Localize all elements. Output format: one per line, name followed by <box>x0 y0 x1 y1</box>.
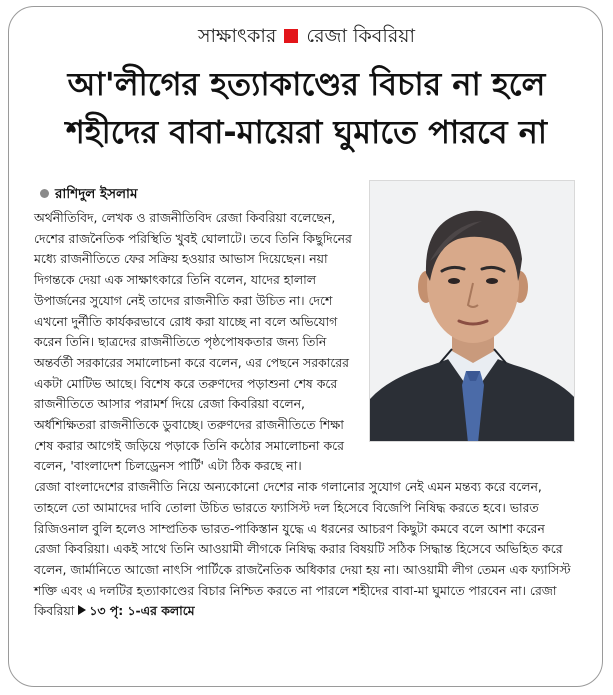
headline-line-1: আ'লীগের হত্যাকাণ্ডের বিচার না হলে <box>67 65 546 103</box>
article-body <box>34 208 575 622</box>
continuation-text: ১৩ পৃ: ১-এর কলামে <box>89 603 195 619</box>
paragraph-2 <box>34 477 575 622</box>
triangle-marker-icon <box>78 605 86 615</box>
paragraph-1: অর্থনীতিবিদ, লেখক ও রাজনীতিবিদ রেজা কিবরিয়া বলেছেন, দেশের রাজনৈতিক পরিস্থিতি খুবই ঘোলাটে। তবে তিনি কিছুদিনের মধ্যে রাজনীতিতে ফের সক্রিয় হওয়ার আভাস দিয়েছেন। নয়া দিগন্তকে দেয়া এক সাক্ষাৎকারে তিনি বলেন, যাদের হালাল উপার্জনের সুযোগ নেই তাদের রাজনীতি করা উচিত না। দেশে এখনো দুর্নীতি কার্যকরভাবে রোধ করা যাচ্ছে না বলে অভিযোগ করেন তিনি। ছাত্রদের রাজনীতিতে পৃষ্ঠপোষকতার জন্য তিনি অন্তর্বর্তী সরকারের সমালোচনা করে বলেন, এর পেছনে সরকারের একটা মোটিভ আছে। বিশেষ করে তরুণদের পড়াশুনা শেষ করে রাজনীতিতে আসার পরামর্শ দিয়ে রেজা কিবরিয়া বলেন, অর্ধশিক্ষিতরা রাজনীতিকে ডুবাচ্ছে। তরুণদের রাজনীতিতে শিক্ষা শেষ করার আগেই জড়িয়ে পড়াকে তিনি কঠোর সমালোচনা করে বলেন, 'বাংলাদেশ চিলড্রেনস পার্টি' এটা ঠিক করছে না। <box>34 210 352 474</box>
portrait-photo <box>369 180 575 442</box>
section-kicker <box>0 22 613 50</box>
section-label: সাক্ষাৎকার <box>198 25 277 47</box>
paragraph-2-text: রেজা বাংলাদেশের রাজনীতি নিয়ে অন্যকোনো দেশের নাক গলানোর সুযোগ নেই এমন মন্তব্য করে বলেন, তাহলে তো আমাদের দাবি তোলা উচিত ভারতে ফ্যাসিস্ট দল হিসেবে বিজেপি নিষিদ্ধ করতে হবে। ভারত রিজিওনাল বুলি হলেও সাম্প্রতিক ভারত-পাকিস্তান যুদ্ধে এ ধরনের আচরণ কিছুটা কমবে বলে আশা করেন রেজা কিবরিয়া। একই সাথে তিনি আওয়ামী লীগকে নিষিদ্ধ করার বিষয়টি সঠিক সিদ্ধান্ত হিসেবে অভিহিত করে বলেন, জার্মানিতে আজো নাৎসি পার্টিকে রাজনৈতিক অধিকার দেয়া হয় না। আওয়ামী লীগ তেমন এক ফ্যাসিস্ট শক্তি এবং এ দলটির হত্যাকাণ্ডের বিচার নিশ্চিত করতে না পারলে শহীদের বাবা-মা ঘুমাতে পারবেন না। রেজা কিবরিয়া <box>34 479 571 619</box>
continuation-ref <box>74 603 194 618</box>
author-name: রাশিদুল ইসলাম <box>55 186 138 202</box>
headline-line-2: শহীদের বাবা-মায়েরা ঘুমাতে পারবে না <box>65 113 548 151</box>
red-square-icon <box>284 29 298 43</box>
portrait-illustration <box>370 181 575 442</box>
interviewee-name: রেজা কিবরিয়া <box>306 25 415 47</box>
byline <box>40 184 137 204</box>
bullet-icon <box>40 189 49 198</box>
